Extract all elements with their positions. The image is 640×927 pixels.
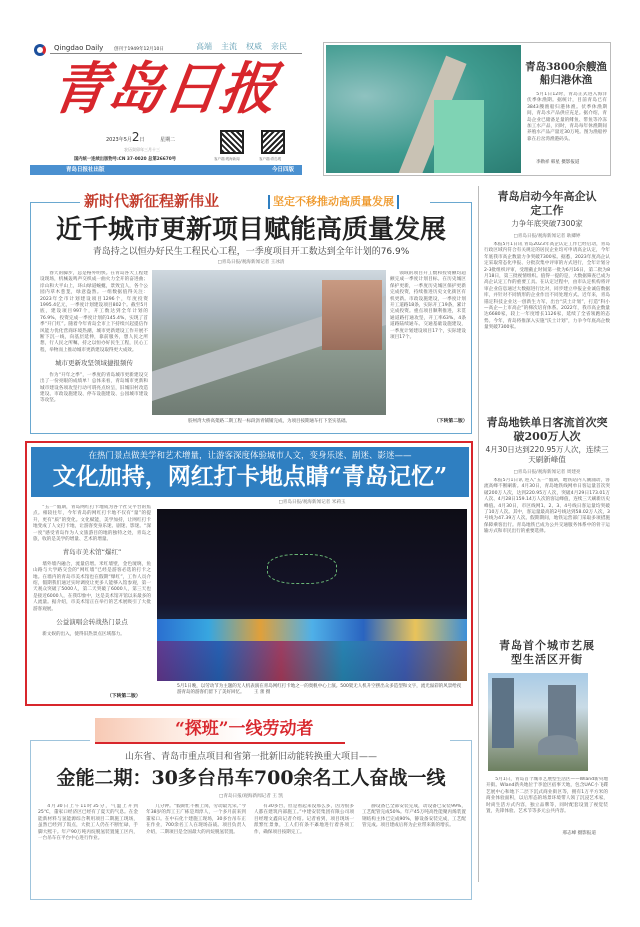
culture-banner: 在热门景点做美学和艺术增量，让游客深度体验城市人文，变身乐迷、剧迷、影迷—— 文化加持，网红打卡地点睛“青岛记忆” xyxy=(31,447,469,497)
drone-show-photo xyxy=(157,509,467,681)
labor-story: “探班”一线劳动者 山东省、青岛市重点项目和省第一批新旧动能转换重大项目—— 金能二期：30多台吊车700余名工人奋战一线 □青岛日报/观海新闻记者 王 凯 4月30日上午11时35分，气温上升到25℃，董家口经济区已经有了夏天的气息。在金能新材料与氢能源综合利用项目二期施工现场，虽然已经到了饭点，大批工人仍在不断忙碌，手脚大熙干。年产90万吨丙烷脱氢装置施工区内，一台吊车在平台中心进行作业。 几分钟。“假期忙不断上岗，劳动最光荣。”今年38岁的焊工王广栋是周淳人，一个多月前来到董家口。在中石化十建施工现场，30多台吊车正在作业，700余名工人在现场奋战。项目负责人介绍，二期项目是全国最大的丙烷脱氢装置。 有30多台，但是看起来没那么多，因为很多人都在建筑内部施工。”中建安装集团有限公司项目经理文鑫向记者介绍。记者看到，项目现场一派繁忙景象，工人们有条不紊地进行着各项工作，确保项目按期完工。 静设备已全部安装完成，动设备已安装99%，工艺配管完成50%。年产45万吨高性能聚丙烯装置钢结构主体已完成90%，静设备安装完成，工艺配管完成。项目建成后将为企业带来新的增长。 xyxy=(30,716,472,901)
city-renewal-photo xyxy=(152,270,386,415)
art-district-photo xyxy=(488,673,588,771)
headline: 青岛启动今年高企认定工作 xyxy=(497,190,597,217)
headline: 近千城市更新项目赋能高质量发展 xyxy=(55,215,446,245)
photo-title: 青岛3800余艘渔船归港休渔 xyxy=(525,61,607,86)
issue-number: 国内统一连续出版物号:CN 37-0020 总第26670号 xyxy=(74,157,176,162)
headline: 文化加持，网红打卡地点睛“青岛记忆” xyxy=(52,463,448,490)
masthead: Qingdao Daily 创刊于1949年12月10日 高端 主流 权威 亲民 青岛日报 2023年5月2日 星期二 农历癸卯年三月十三 国内统一连续出版物号:CN 37-0020 总第26670号 客户端:观海新闻 客户端:青岛观 青岛日报社出版 今日四版 xyxy=(30,38,302,176)
labor-banner: “探班”一线劳动者 xyxy=(95,718,345,744)
lunar-date: 农历癸卯年三月十三 xyxy=(124,147,160,152)
section-kicker: 新时代新征程新伟业 xyxy=(84,192,220,210)
photo-caption: 5月1日晚，以劳动节为主题的无人机表演在青岛网红打卡地之一的奥帆中心上演。500架无人机升空摆出众多造型和文字，流光溢彩的风景给夜游青岛的游客们留下了美好回忆。 王 蕾 摄 xyxy=(177,684,462,695)
headline: 青岛地铁单日客流首次突破200万人次 xyxy=(486,416,608,443)
headline: 青岛首个城市艺展型生活区开街 xyxy=(499,639,595,666)
right-column: 青岛启动今年高企认定工作 力争年底突破7300家 □青岛日报/观海新闻记者 耿卿婷 本报5月1日讯 青岛2023年高企认定工作已经启动，青岛行政区域内符合有关规定的居民企业均可申请高企认定，今年年底我市高企数量力争突破7300家。据悉，2023年度高企认定采取常态化申报、分批次集中评审的方式进行，全年计划分2-3批组织评审，受理截止时间第一批为6月16日，第二批为8月18日，第三批视情组织。值得一提的是，大数据筛查已成为高企认定工作的重要工具。在认定过程中，由市认定机构将评审企业信息通过大数据进行比对，同步建立申报企业诚信数据库，并针对不同情形的企业作出不同处理方式。近年来，青岛锚定科技企业这一创新生力军，出台“沃土计划”，打造“科小—高企—上市高企”的梯次培育体系。2022年，我市高企数量达6680家，较上一年度增长1126家，延续了全省领跑的态势。今年，青岛将推深入实施“沃土计划”，力争今年底高企数量突破7300家。 青岛地铁单日客流首次突破200万人次 4月30日达到220.95万人次，连续三天刷新峰值 □青岛日报/观海新闻记者 周建亮 本报5月1日讯 进入“五一”假期，地铁站内人潮涌动，客流高峰不断刷新。4月30日，青岛地铁线网单日客运量首次突破200万人次，达到220.95万人次，突破4月29日173.01万人次、4月28日159.14万人次的客运峰值，连续三天刷新历史峰值。4月30日，市区线网1、2、3、4号线日客运量均突破了10万人次。其中，客运量最高的2号线达到58.02万人次，3号线为47.39万人次。假期期间，地铁运营部门采取多项措施保障乘客出行。青岛地铁已成为公共交通服务体系中的骨干运输方式和市民出行的重要选择。 青岛首个城市艺展型生活区开街 5月1日，青岛首个城市艺展型生活区——Wland新央地开街。Wland新央地位于李沧区宿事天地，包含UAC小飞碟艺展中心和地下二层下沉式商业街区等，拥有1万平方米的商业体验面积，以后形态的场景环境带人领了沉浸艺术家，时尚生活方式内容，独立品牌等，同时配套设置了视觉装置，先锋体验、艺术节等多元公共内容。 邢志峰 摄影报道 xyxy=(484,190,610,836)
kicker: 山东省、青岛市重点项目和省第一批新旧动能转换重大项目—— xyxy=(124,752,377,762)
headline: 金能二期：30多台吊车700余名工人奋战一线 xyxy=(56,767,446,789)
lead-col-1: 春天的脚步，总是格外明快。在青岛各大工程建设现场，机械轰鸣声交织成一曲火力全开的奋进曲；岸山和大平山上，环山绿道蜿蜒，景致宜人，各个公园内草木葱茏，绿意盎然。一组数据值得关注：2023年全市计划建设项目1296个，年度投资1995.4亿元，一季度计划建设项目802个。截至5月底，建设项目997个，开工数达到全年计划的76.9%，投资完成一季度计划的145.4%，实现了首季“开门红”。随着今年青岛全市上下持续兴起提信作风能力优化营商环境热潮，城市更新建设工作开展不断下沉一线，向基层延伸，靠前服务，想人民之所想，行人民之所嘱，持之以恒办好民生工程，民心工程，举物而上推动城市更新建设取得更大成效。 城市更新攻坚领域捷报频传 作为“开年之季”，一季度的青岛城市更新建设交出了一份亮眼的成绩单！总体来看，青岛城市更新和城市建设各项攻坚行动可谓亮点纷呈，旧城旧村改造建设、市政设施建设、停车设施建设、公园城市建设等攻坚。 xyxy=(40,271,148,404)
lead-col-2: 领域的项目开工数和投资额均超额完成一季度计划目标。在历史城区保护更新，一季度历史城区保护更新完成投资，持续推进历史文化街区有机更新。市政设施建设，一季度计划开工道路18条，实际开工19条，累计完成投资。重点项目顺利推进，未贯通道路打通攻坚，开工率63%，4条道路陆续通车。交通基础设施建设，一季度计划建设项目17个，实际建设项目17个。 xyxy=(390,271,466,341)
logo-icon xyxy=(34,44,46,56)
photo-caption: 胶州湾大桥高架路二期工程一标段沥青铺铺完成，为项目按期通车打下坚实基础。 xyxy=(188,419,350,424)
section-tag: 坚定不移推动高质量发展 xyxy=(268,195,399,209)
publisher-bar: 青岛日报社出版 今日四版 xyxy=(30,165,302,175)
newspaper-title-logo: 青岛日报 xyxy=(47,56,281,122)
qr-code-icon[interactable] xyxy=(220,130,244,154)
culture-col-1: “五一”假期，青岛网红打卡地成为各个社交平台的焦点。相较往年，今年青岛的网红打卡地不仅有“量”的提升，更有“质”的变化。文化赋能，美学加持，让网红打卡地变成了人文打卡地，让游客变身乐迷、剧迷、影迷。“深一度”感受青岛作为人文旅游目的地的独特之处，青岛之旅，收的是美学的增量、艺术的增量。 青岛市美术馆“爆红” 墙外墙内融合，流量倍增。米红墙壁，金色琉璃，鱼山路与大学路交会的“网红墙”已经是游客必选的打卡之地。在墙内的青岛市美术馆也在假期“爆红”，工作人员介绍，假期我们通过实时调度让更多人能够入馆参观，第一天观众突破了5000人，第二天突破了6000人，第三天也是接近6000人，在我印象中，这是美术馆开馆以来最多的人流量。据介绍，市美术馆正在举行的艺术展吸引了大批游客观展。 公益演唱会转战热门景点 新文娱的出入，使得旧热景点区域都力。 xyxy=(33,505,151,637)
date: 2023年5月2日 星期二 xyxy=(106,130,176,144)
fishing-boats-photo xyxy=(326,45,521,173)
founded-date: 创刊于1949年12月10日 xyxy=(114,47,164,52)
english-name: Qingdao Daily xyxy=(54,44,104,52)
top-photo-story: 青岛3800余艘渔船归港休渔 5月1日12时，青岛正式进入海洋伏季休渔期。据统计，目前青岛已有3843艘渔船归港休渔。伏季休渔期间，青岛水产品供应充足。据介绍，青岛企业已储备足量的鲱鱼、带鱼等冷冻加工水产品，同时，青岛每年休渔期间养殖水产品产量近30万吨。图为渔船停靠在后岔湾渔港码头。 李勋祥 韩星 摄影报道 xyxy=(323,42,611,176)
culture-story: 在热门景点做美学和艺术增量，让游客深度体验城市人文，变身乐迷、剧迷、影迷—— 文化加持，网红打卡地点睛“青岛记忆” □青岛日报/观海新闻记者 米莉玉 “五一”假期，青岛网红打卡地成为各个社交平台的焦点。相较往年，今年青岛的网红打卡地不仅有“量”的提升，更有“质”的变化。文化赋能，美学加持，让网红打卡地变成了人文打卡地，让游客变身乐迷、剧迷、影迷。“深一度”感受青岛作为人文旅游目的地的独特之处，青岛之旅，收的是美学的增量、艺术的增量。 青岛市美术馆“爆红” 墙外墙内融合，流量倍增。米红墙壁，金色琉璃，鱼山路与大学路交会的“网红墙”已经是游客必选的打卡之地。在墙内的青岛市美术馆也在假期“爆红”，工作人员介绍，假期我们通过实时调度让更多人能够入馆参观，第一天观众突破了5000人，第二天突破了6000人，第三天也是接近6000人，在我印象中，这是美术馆开馆以来最多的人流量。据介绍，市美术馆正在举行的艺术展吸引了大批游客观展。 公益演唱会转战热门景点 新文娱的出入，使得旧热景点区域都力。 （下转第二版） 5月1日晚，以劳动节为主题的无人机表演在青岛网红打卡地之一的奥帆中心上演。500架无人机升空摆出众多造型和文字，流光溢彩的风景给夜游青岛的游客们留下了美好回忆。 王 蕾 摄 xyxy=(25,441,473,706)
subheadline: 青岛持之以恒办好民生工程民心工程，一季度项目开工数达到全年计划的76.9% xyxy=(92,247,410,257)
slogans: 高端 主流 权威 亲民 xyxy=(196,42,287,51)
qr-code-icon[interactable] xyxy=(261,130,285,154)
lead-story: 新时代新征程新伟业 坚定不移推动高质量发展 近千城市更新项目赋能高质量发展 青岛持之以恒办好民生工程民心工程，一季度项目开工数达到全年计划的76.9% □青岛日报/观海新闻记者 王冰清 春天的脚步，总是格外明快。在青岛各大工程建设现场，机械轰鸣声交织成一曲火力全开的奋进曲；岸山和大平山上，环山绿道蜿蜒，景致宜人，各个公园内草木葱茏，绿意盎然。一组数据值得关注：2023年全市计划建设项目1296个，年度投资1995.4亿元，一季度计划建设项目802个。截至5月底，建设项目997个，开工数达到全年计划的76.9%，投资完成一季度计划的145.4%，实现了首季“开门红”。随着今年青岛全市上下持续兴起提信作风能力优化营商环境热潮，城市更新建设工作开展不断下沉一线，向基层延伸，靠前服务，想人民之所想，行人民之所嘱，持之以恒办好民生工程，民心工程，举物而上推动城市更新建设取得更大成效。 城市更新攻坚领域捷报频传 作为“开年之季”，一季度的青岛城市更新建设交出了一份亮眼的成绩单！总体来看，青岛城市更新和城市建设各项攻坚行动可谓亮点纷呈，旧城旧村改造建设、市政设施建设、停车设施建设、公园城市建设等攻坚。 胶州湾大桥高架路二期工程一标段沥青铺铺完成，为项目按期通车打下坚实基础。 领域的项目开工数和投资额均超额完成一季度计划目标。在历史城区保护更新，一季度历史城区保护更新完成投资，持续推进历史文化街区有机更新。市政设施建设，一季度计划开工道路18条，实际开工19条，累计完成投资。重点项目顺利推进，未贯通道路打通攻坚，开工率63%，4条道路陆续通车。交通基础设施建设，一季度计划建设项目17个，实际建设项目17个。 （下转第二版） xyxy=(30,186,472,436)
